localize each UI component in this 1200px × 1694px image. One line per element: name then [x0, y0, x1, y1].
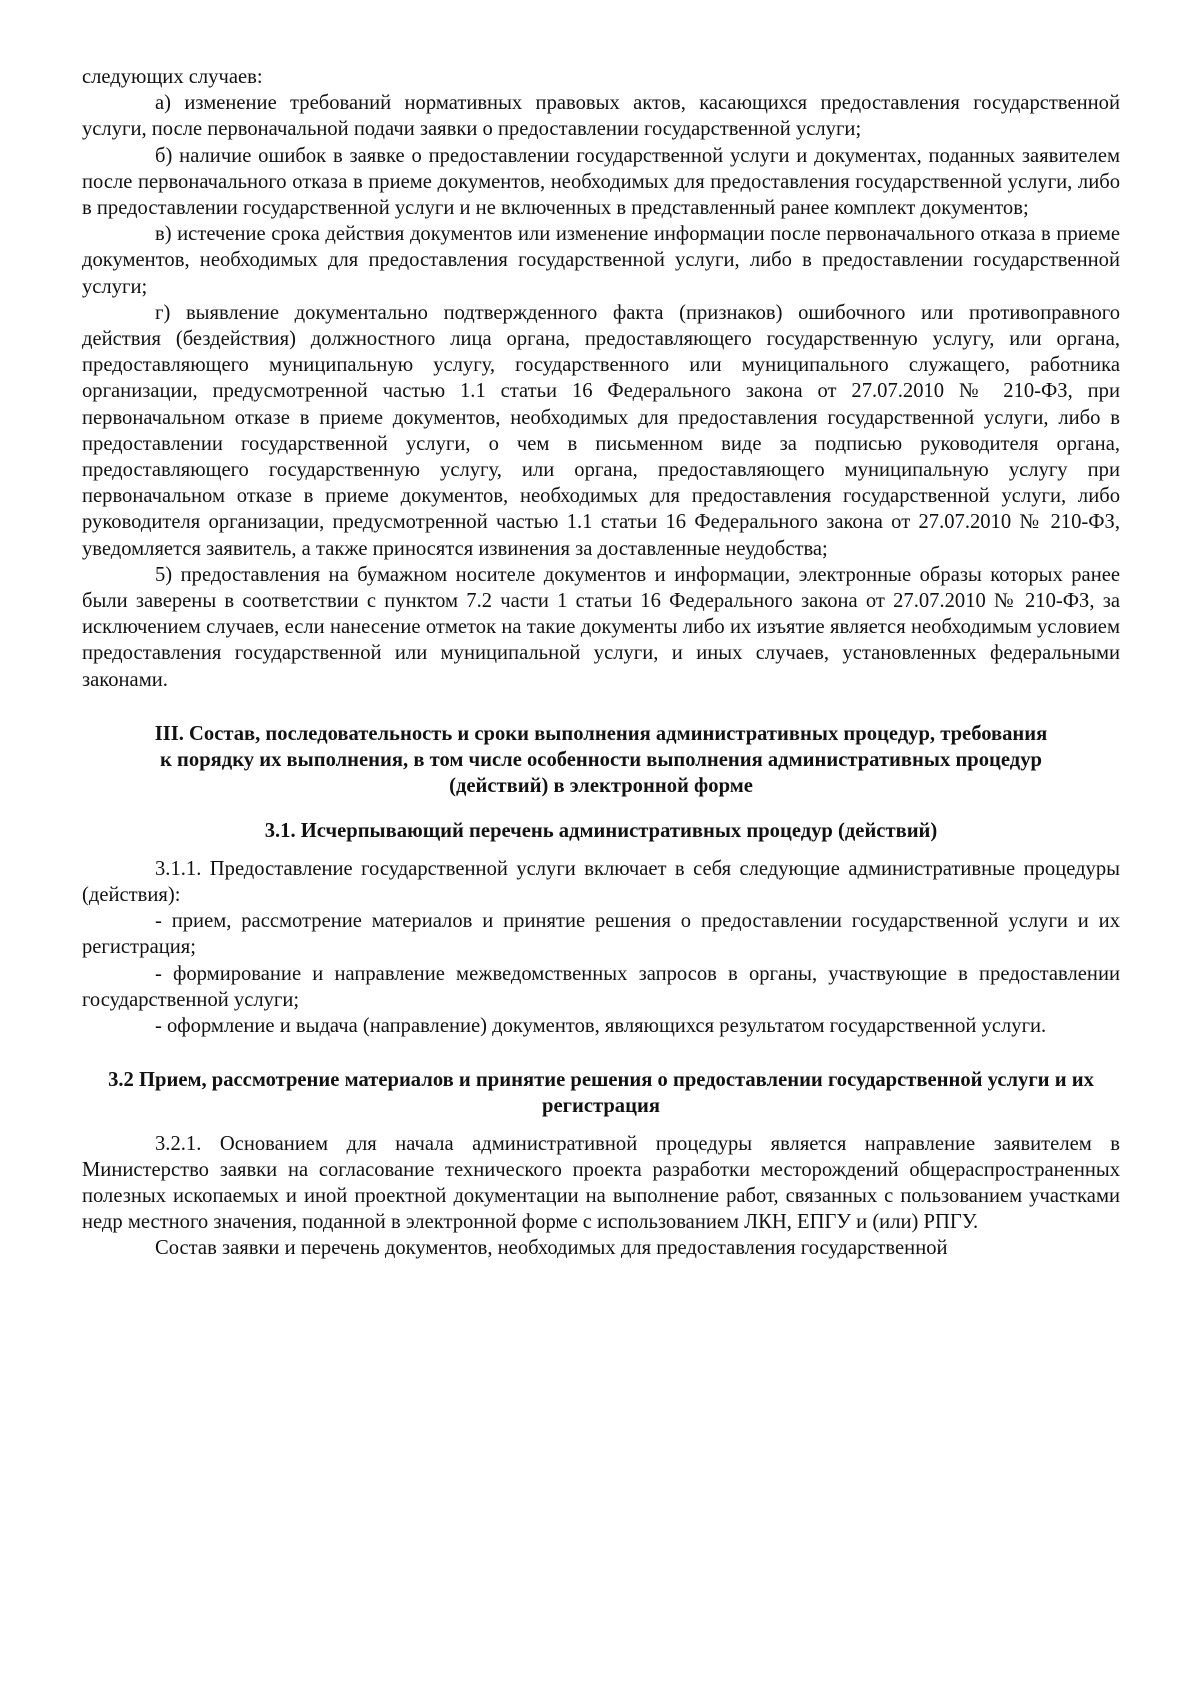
list-item-g: г) выявление документально подтвержденного факта (признаков) ошибочного или противоправного действия (бездействия) должностного лица органа, предоставляющего государственную услугу, или органа, предоставляющего муниципальную услугу, государственного или муниципального служащего, работника организации, предусмотренной частью 1.1 статьи 16 Федерального закона от 27.07.2010 № 210-ФЗ, при первоначальном отказе в приеме документов, необходимых для предоставления государственной услуги, либо в предоставлении государственной услуги, о чем в письменном виде за подписью руководителя органа, предоставляющего государственную услугу, или органа, предоставляющего муниципальную услугу при первоначальном отказе в приеме документов, необходимых для предоставления государственной услуги, либо руководителя организации, предусмотренной частью 1.1 статьи 16 Федерального закона от 27.07.2010 № 210-ФЗ, уведомляется заявитель, а также приносятся извинения за доставленные неудобства;: [82, 301, 1120, 560]
paragraph-3-1-1: 3.1.1. Предоставление государственной услуги включает в себя следующие административные процедуры (действия):: [82, 857, 1120, 906]
subsection-3-1-heading: 3.1. Исчерпывающий перечень административных процедур (действий): [264, 820, 938, 843]
procedure-item-3: - оформление и выдача (направление) документов, являющихся результатом государственной услуги.: [155, 1014, 1047, 1037]
procedure-item-1: - прием, рассмотрение материалов и принятие решения о предоставлении государственной услуги и их регистрация;: [82, 910, 1120, 959]
document-page: [82, 64, 1120, 1262]
section-3-heading: III. Состав, последовательность и сроки выполнения административных процедур, требования к порядку их выполнения, в том числе особенности выполнения административных процедур (действий) в электронной форме: [154, 722, 1048, 798]
procedure-item-2: - формирование и направление межведомственных запросов в органы, участвующие в предоставлении государственной услуги;: [82, 962, 1120, 1011]
paragraph-3-2-1: 3.2.1. Основанием для начала административной процедуры является направление заявителем в Министерство заявки на согласование технического проекта разработки месторождений общераспространенных полезных ископаемых и иной проектной документации на выполнение работ, связанных с пользованием участками недр местного значения, поданной в электронной форме с использованием ЛКН, ЕПГУ и (или) РПГУ.: [82, 1132, 1120, 1234]
list-item-a: а) изменение требований нормативных правовых актов, касающихся предоставления государственной услуги, после первоначальной подачи заявки о предоставлении государственной услуги;: [82, 92, 1120, 141]
paragraph-application-contents: Состав заявки и перечень документов, необходимых для предоставления государственной: [155, 1237, 948, 1260]
list-item-v: в) истечение срока действия документов или изменение информации после первоначального отказа в приеме документов, необходимых для предоставления государственной услуги, либо в предоставлении государственной услуги;: [82, 223, 1120, 298]
intro-line: следующих случаев:: [82, 66, 263, 88]
list-item-b: б) наличие ошибок в заявке о предоставлении государственной услуги и документах, поданных заявителем после первоначального отказа в приеме документов, необходимых для предоставления государственной услуги, либо в предоставлении государственной услуги и не включенных в представленный ранее комплект документов;: [82, 144, 1120, 220]
list-item-5: 5) предоставления на бумажном носителе документов и информации, электронные образы которых ранее были заверены в соответствии с пунктом 7.2 части 1 статьи 16 Федерального закона от 27.07.2010 № 210-ФЗ, за исключением случаев, если нанесение отметок на такие документы либо их изъятие является необходимым условием предоставления государственной или муниципальной услуги, и иных случаев, установленных федеральными законами.: [82, 563, 1120, 691]
subsection-3-2-heading: 3.2 Прием, рассмотрение материалов и принятие решения о предоставлении государственной услуги и их регистрация: [108, 1069, 1094, 1118]
